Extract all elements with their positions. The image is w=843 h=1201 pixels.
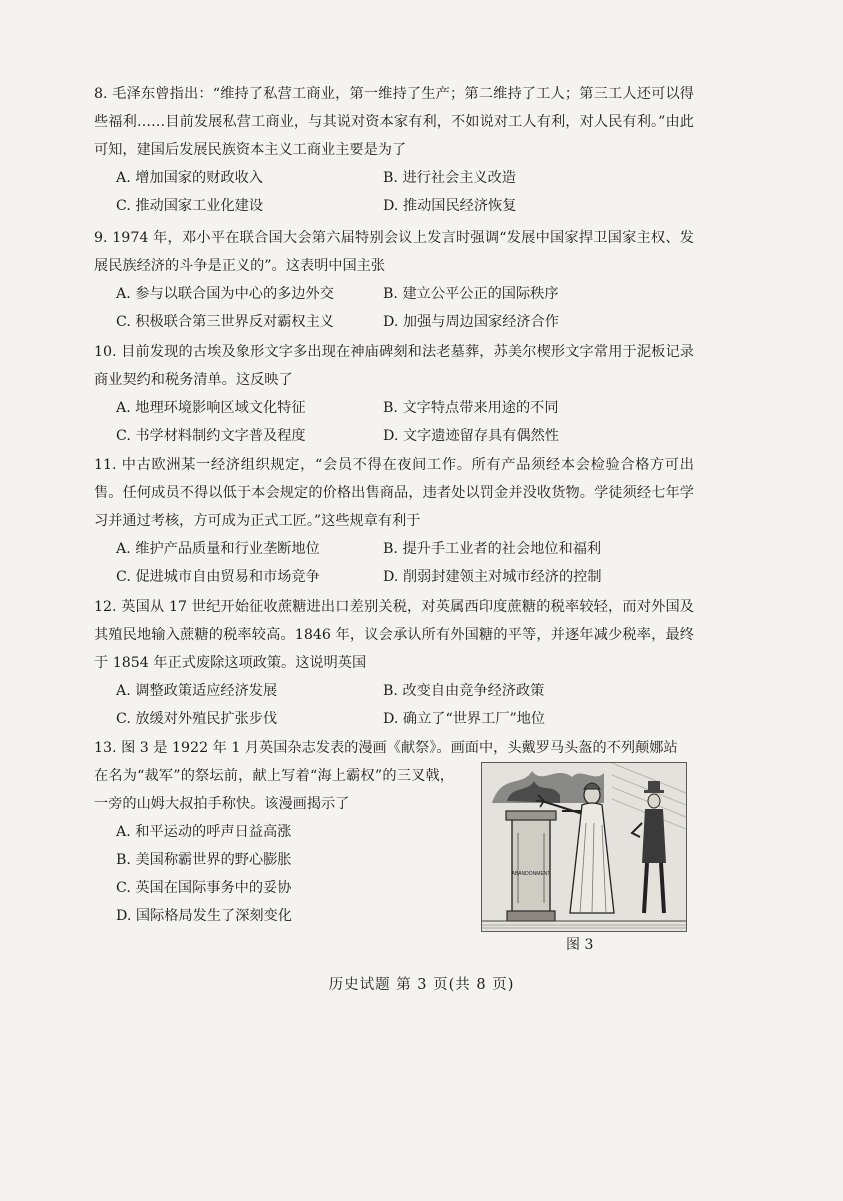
question-8	[94, 80, 694, 220]
option-b: B. 文字特点带来用途的不同	[383, 400, 559, 416]
option-d: D. 文字遗迹留存具有偶然性	[383, 428, 559, 444]
option-d: D. 国际格局发生了深刻变化	[116, 908, 292, 924]
option-c: C. 放缓对外殖民扩张步伐	[116, 711, 278, 727]
option-d: D. 确立了“世界工厂”地位	[383, 711, 546, 727]
cartoon-figure-3	[481, 762, 687, 932]
question-stem: 10. 目前发现的古埃及象形文字多出现在神庙碑刻和法老墓葬，苏美尔楔形文字常用于泥板记录商业契约和税务清单。这反映了	[94, 344, 694, 388]
question-11	[94, 451, 694, 591]
altar-label: ABANDONMENT	[511, 871, 551, 877]
question-stem: 8. 毛泽东曾指出：“维持了私营工商业，第一维持了生产；第二维持了工人；第三工人还可以得些福利……目前发展私营工商业，与其说对资本家有利，不如说对工人有利，对人民有利。”由此可知，建国后发展民族资本主义工商业主要是为了	[94, 86, 694, 158]
question-12	[94, 593, 694, 733]
question-stem-continued: 在名为“裁军”的祭坛前，献上写着“海上霸权”的三叉戟，一旁的山姆大叔拍手称快。该漫画揭示了	[94, 768, 454, 812]
option-b: B. 美国称霸世界的野心膨胀	[116, 852, 292, 868]
option-d: D. 加强与周边国家经济合作	[383, 314, 559, 330]
option-a: A. 参与以联合国为中心的多边外交	[116, 286, 334, 302]
cartoon-illustration	[482, 763, 686, 931]
question-stem: 9. 1974 年，邓小平在联合国大会第六届特别会议上发言时强调“发展中国家捍卫国家主权、发展民族经济的斗争是正义的”。这表明中国主张	[94, 230, 694, 274]
option-b: B. 改变自由竞争经济政策	[383, 683, 545, 699]
option-a: A. 地理环境影响区域文化特征	[116, 400, 306, 416]
option-b: B. 进行社会主义改造	[383, 170, 516, 186]
question-9	[94, 224, 694, 336]
option-c: C. 推动国家工业化建设	[116, 198, 264, 214]
question-stem: 13. 图 3 是 1922 年 1 月英国杂志发表的漫画《献祭》。画面中，头戴罗马头盔的不列颠娜站	[94, 740, 678, 756]
option-c: C. 促进城市自由贸易和市场竞争	[116, 569, 320, 585]
option-c: C. 书学材料制约文字普及程度	[116, 428, 306, 444]
figure-caption: 图 3	[566, 937, 594, 953]
page-footer: 历史试题 第 3 页(共 8 页)	[328, 977, 515, 993]
option-d: D. 削弱封建领主对城市经济的控制	[383, 569, 602, 585]
question-stem: 11. 中古欧洲某一经济组织规定，“会员不得在夜间工作。所有产品须经本会检验合格方可出售。任何成员不得以低于本会规定的价格出售商品，违者处以罚金并没收货物。学徒须经七年学习并通过考核，方可成为正式工匠。”这些规章有利于	[94, 457, 694, 529]
option-d: D. 推动国民经济恢复	[383, 198, 517, 214]
option-c: C. 积极联合第三世界反对霸权主义	[116, 314, 334, 330]
option-a: A. 和平运动的呼声日益高涨	[116, 824, 292, 840]
option-c: C. 英国在国际事务中的妥协	[116, 880, 292, 896]
option-b: B. 建立公平公正的国际秩序	[383, 286, 559, 302]
question-10	[94, 338, 694, 450]
altar-shape	[506, 811, 556, 921]
option-a: A. 维护产品质量和行业垄断地位	[116, 541, 320, 557]
option-a: A. 增加国家的财政收入	[116, 170, 263, 186]
option-b: B. 提升手工业者的社会地位和福利	[383, 541, 602, 557]
question-stem: 12. 英国从 17 世纪开始征收蔗糖进出口差别关税，对英属西印度蔗糖的税率较轻，而对外国及其殖民地输入蔗糖的税率较高。1846 年，议会承认所有外国糖的平等，并逐年减少税率，最终于 1854 年正式废除这项政策。这说明英国	[94, 599, 694, 671]
option-a: A. 调整政策适应经济发展	[116, 683, 278, 699]
